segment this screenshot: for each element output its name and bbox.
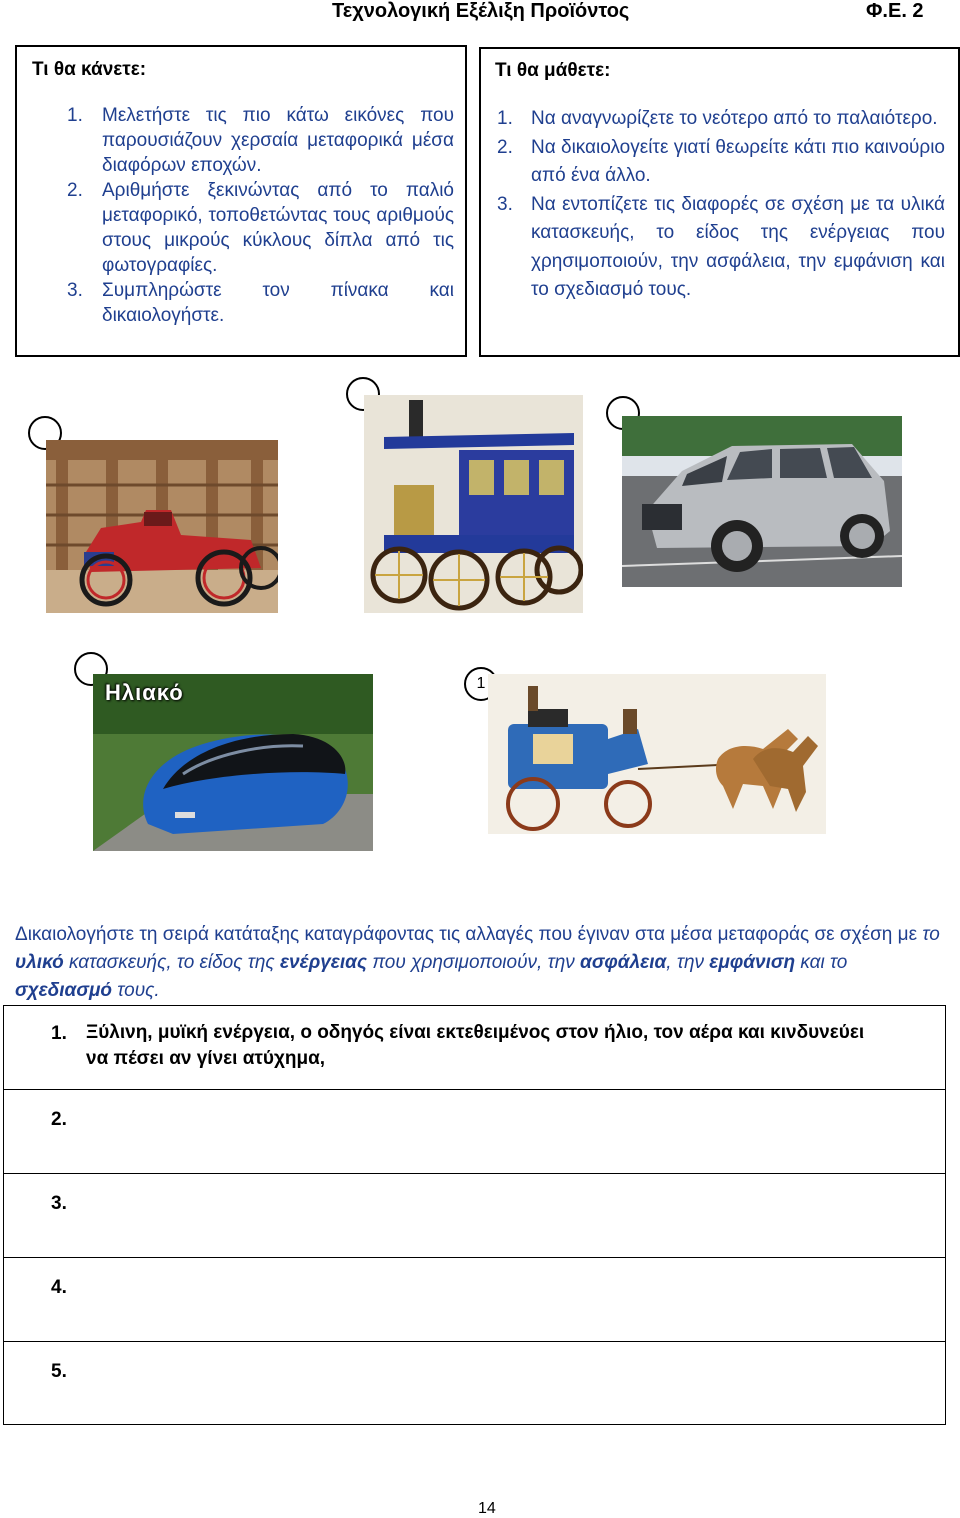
instruction-text: Αριθμήστε ξεκινώντας από το παλιό μεταφορικό, τοποθετώντας τους αριθμούς στους μικρούς κύκλους δίπλα από τις φωτογραφίες. <box>102 180 454 276</box>
instruction-number: 3. <box>67 280 83 301</box>
justification-text: Δικαιολογήστε τη σειρά κατάταξης καταγράφοντας τις αλλαγές που έγιναν στα μέσα μεταφοράς σε σχέση με <box>15 924 923 945</box>
objectives-title: Τι θα μάθετε: <box>495 60 611 81</box>
justification-text: και το <box>795 952 848 973</box>
answer-row[interactable] <box>3 1341 946 1425</box>
keyword-safety: ασφάλεια <box>580 952 667 973</box>
justification-text: που χρησιμοποιούν, την <box>367 952 581 973</box>
objective-number: 1. <box>497 108 513 129</box>
objective-number: 2. <box>497 136 513 158</box>
worksheet-code: Φ.Ε. 2 <box>866 0 924 22</box>
justification-text: το <box>922 924 940 945</box>
justification-text: , την <box>666 952 710 973</box>
instruction-item <box>54 103 454 178</box>
instructions-box <box>15 45 467 357</box>
objective-item <box>495 191 945 305</box>
instruction-item <box>54 178 454 278</box>
objective-item <box>495 105 945 134</box>
order-circle-horse-carriage[interactable]: 1 <box>464 667 498 701</box>
answer-row[interactable] <box>3 1257 946 1341</box>
row-number: 4. <box>51 1277 67 1298</box>
row-number: 1. <box>51 1023 67 1044</box>
solar-label: Ηλιακό <box>105 680 184 705</box>
solar-car-photo <box>93 674 373 851</box>
objective-text: Να εντοπίζετε τις διαφορές σε σχέση με τα υλικά κατασκευής, το είδος της ενέργειας που χρησιμοποιούν, την ασφάλεια, την εμφάνιση και το σχεδιασμό τους. <box>531 193 945 300</box>
keyword-appearance: εμφάνιση <box>709 952 796 973</box>
row-number: 5. <box>51 1361 67 1382</box>
justification-instruction <box>15 921 945 1005</box>
instruction-number: 2. <box>67 180 83 201</box>
instruction-item <box>54 278 454 328</box>
instructions-title: Τι θα κάνετε: <box>32 59 147 80</box>
objective-text: Να δικαιολογείτε γιατί θεωρείτε κάτι πιο καινούριο από ένα άλλο. <box>531 136 945 186</box>
answer-row[interactable] <box>3 1089 946 1173</box>
objective-number: 3. <box>497 193 513 215</box>
modern-suv-photo <box>622 416 902 587</box>
answer-table <box>3 1005 946 1425</box>
keyword-energy: ενέργειας <box>279 952 368 973</box>
row-answer[interactable]: Ξύλινη, μυϊκή ενέργεια, ο οδηγός είναι εκτεθειμένος στον ήλιο, τον αέρα και κινδυνεύει να πέσει αν γίνει ατύχημα, <box>86 1022 865 1069</box>
row-number: 2. <box>51 1109 67 1130</box>
objectives-box <box>479 47 960 357</box>
objective-text: Να αναγνωρίζετε το νεότερο από το παλαιότερο. <box>531 108 938 129</box>
answer-row[interactable] <box>3 1005 946 1089</box>
justification-text: κατασκευής, το είδος της <box>63 952 280 973</box>
row-number: 3. <box>51 1193 67 1214</box>
instruction-text: Μελετήστε τις πιο κάτω εικόνες που παρουσιάζουν χερσαία μεταφορικά μέσα διαφόρων εποχών. <box>102 105 454 176</box>
instruction-number: 1. <box>67 105 83 126</box>
worksheet-title: Τεχνολογική Εξέλιξη Προϊόντος <box>332 0 630 22</box>
objectives-list <box>495 105 945 305</box>
page-number: 14 <box>478 1500 496 1517</box>
steam-carriage-photo <box>364 395 583 613</box>
vintage-car-photo <box>46 440 278 613</box>
justification-text: τους. <box>112 980 160 1001</box>
objective-item <box>495 134 945 191</box>
answer-row[interactable] <box>3 1173 946 1257</box>
instructions-list <box>54 103 454 328</box>
instruction-text: Συμπληρώστε τον πίνακα και δικαιολογήστε. <box>102 280 454 326</box>
keyword-material: υλικό <box>15 952 64 973</box>
horse-carriage-photo <box>488 674 826 834</box>
keyword-design: σχεδιασμό <box>15 980 113 1001</box>
